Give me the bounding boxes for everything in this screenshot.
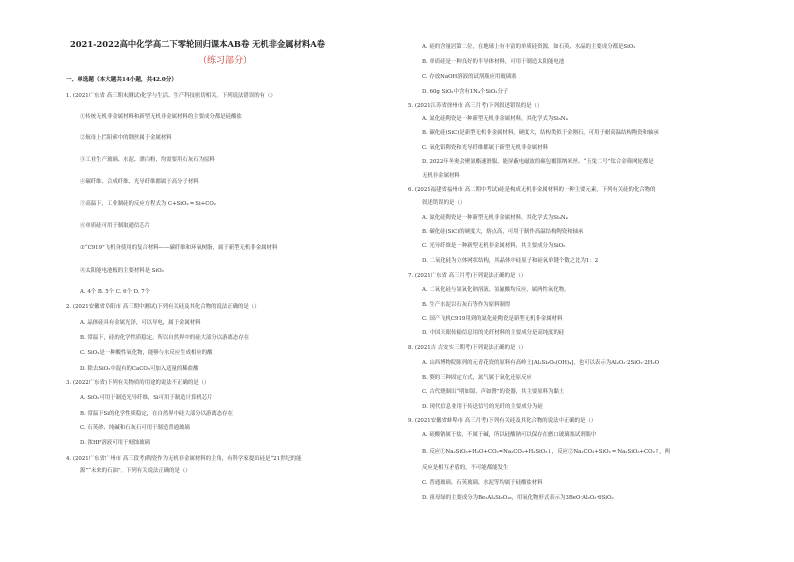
right-text-line: B. 碳化硅(SiC)的硬度大，熔点高，可用于制作高温结构陶瓷和轴承 xyxy=(422,229,584,235)
left-text-line: ⑦“C919”飞机身使用的复合材料——碳纤维和环氧树脂，属于新型无机非金属材料 xyxy=(80,245,278,251)
left-text-line: 4. (2021广东省广州市 高三段考)陶瓷作为无机非金属材料的主角，有科学家提出硅是“21世纪的能 xyxy=(66,456,302,462)
left-text-line: ⑤高温下，工业制硅的反应方程式为 C+SiO₂ ═ Si+CO₂ xyxy=(80,201,216,207)
right-text-line: B. 碳化硅(SiC)是新型无机非金属材料，硬度大，结构类似于金刚石，可用于耐高温结构陶瓷和轴承 xyxy=(422,130,659,136)
right-text-line: A. 二氧化硅与氢氧化钠溶液、氢氟酸均反应，属两性氧化物。 xyxy=(422,287,570,293)
left-text-line: ⑥单质硅可用于制取通信芯片 xyxy=(80,223,151,229)
right-text-line: A. 硅的含量居第二位，在地球上有丰富的单质硅资源，如石英、水晶的主要成分都是SiO₂ xyxy=(422,44,636,50)
left-text-line: A. 4个 B. 5个 C. 6个 D. 7个 xyxy=(80,289,151,295)
right-text-line: 叙述错误的是（） xyxy=(422,200,466,206)
right-text-line: C. 普通玻璃、石英玻璃、水泥等均属于硅酸盐材料 xyxy=(422,480,543,486)
right-text-line: C. 国产飞机C919用到的氮化硅陶瓷是新型无机非金属材料 xyxy=(422,316,563,322)
left-text-line: ③工业生产玻璃、水泥、漂白粉，均需要用石灰石为原料 xyxy=(80,157,215,163)
right-text-line: 8. (2021吉 吉安实三期考)下列说法正确的是（） xyxy=(408,345,527,351)
left-text-line: D. 浓HF溶液可用于刻蚀玻璃 xyxy=(80,440,150,446)
left-text-line: ④碳纤维、合成纤维、光导纤维都属于高分子材料 xyxy=(80,179,199,185)
left-text-line: A. 晶体硅具有金属光泽，可以导电，属于金属材料 xyxy=(80,320,201,326)
right-text-line: B. 獒的三种固定方式，氮气属于氧化还原反应 xyxy=(422,375,532,381)
right-text-line: 反应是相互矛盾的，不可能都能发生 xyxy=(422,465,509,471)
left-text-line: 3. (2022广东省)下列有关物质的用途的说法不正确的是（） xyxy=(66,380,210,386)
right-text-line: 6. (2021福建省福州市 高二期中考试)硅是构成无机非金属材料的一种主要元素，下列有关硅的化合物的 xyxy=(408,187,656,193)
right-text-line: A. 氮化硅陶瓷是一种新型无机非金属材料，其化学式为Si₃N₄ xyxy=(422,116,568,122)
document-subtitle: （练习部分） xyxy=(198,56,253,66)
right-text-line: B. 生产水泥以石灰石等作为原料制得 xyxy=(422,302,511,308)
right-text-line: D. 60g SiO₂中含有1N₄个SiO₂分子 xyxy=(422,89,509,95)
left-text-line: ①传统无机非金属材料和新型无机非金属材料的主要成分都是硅酸盐 xyxy=(80,114,242,120)
left-text-line: B. 常温下，硅的化学性质稳定，所以自然界中的硅大部分以游离态存在 xyxy=(80,335,250,341)
left-text-line: ②航母上拦阻索中的钢丝属于金属材料 xyxy=(80,135,172,141)
right-text-line: D. 现代信息业用于传送信号的光纤的主要成分为硅 xyxy=(422,404,543,410)
right-text-line: C. 氧化铝陶瓷和光导纤维都属于新型无机非金属材料 xyxy=(422,145,548,151)
right-text-line: 5. (2021江苏省徐州市 高三月考)下列叙述错误的是（） xyxy=(408,103,543,109)
left-text-line: 1. (2021广东省 高三期末测试)化学与生活、生产科技密切相关。下列说法错误的有（） xyxy=(66,93,276,99)
right-text-line: 7. (2021广东省 高三月考)下列说法正确的是（） xyxy=(408,273,527,279)
right-text-line: A. 氮化硅陶瓷是一种新型无机非金属材料，其化学式为Si₃N₄ xyxy=(422,215,568,221)
left-text-line: 源”“未来的石油”。下列有关说法正确的是（） xyxy=(80,468,191,474)
left-text-line: C. SiO₂是一种酸性氧化物，能够与水反应生成相应的酸 xyxy=(80,350,213,356)
right-text-line: C. 古代烧制出“明如镜、声如磬”的瓷器，其主要原料为黏土 xyxy=(422,389,565,395)
document-title: 2021-2022高中化学高二下零轮回归课本AB卷 无机非金属材料A卷 xyxy=(70,39,325,49)
left-text-line: 2. (2021安徽省阜阳市 高三期中测试)下列有关硅及其化合物的说法正确的是（） xyxy=(66,304,260,310)
right-text-line: B. 单质硅是一种良好的半导体材料，可用于制造太阳能电池 xyxy=(422,59,565,65)
section-heading: 一、单选题（本大题共14小题，共42.0分） xyxy=(66,77,177,83)
left-text-line: A. SiO₂可用于制造光导纤维，Si可用于制造计算机芯片 xyxy=(80,395,213,401)
left-text-line: C. 石英砂、纯碱和石灰石可用于制造普通玻璃 xyxy=(80,425,190,431)
right-text-line: D. 中国天眼传输信息用的光纤材料的主要成分是高纯度的硅 xyxy=(422,330,565,336)
right-text-line: D. 2022年冬奥会聚氨酯速滑服、能屏蔽电磁波的碳包覆银纳米丝、“玉兔二号”钛合金筛网轮都是 xyxy=(422,159,654,165)
right-text-line: B. 反应①Na₂SiO₃+H₂O+CO₂=Na₂CO₃+H₂SiO₃↓，反应②Na₂CO₃+SiO₂ ═ Na₂SiO₃+CO₂↑，两 xyxy=(422,449,671,455)
right-text-line: C. 光导纤维是一种新型无机非金属材料，其主要成分为SiO₂ xyxy=(422,243,566,249)
right-text-line: 无机非金属材料 xyxy=(422,173,460,179)
left-text-line: ⑧太阳能电池板的主要材料是 SiO₂ xyxy=(80,268,164,274)
right-text-line: 9. (2021安徽省蚌埠市 高三月考)下列有关硅及其化合物的说法中正确的是（） xyxy=(408,418,597,424)
left-text-line: D. 除去SiO₂中混有的CaCO₃可加入适量的稀盐酸 xyxy=(80,366,199,372)
right-text-line: D. 祖母绿的主要成分为Be₃Al₂Si₆O₁₈，用氧化物形式表示为3BeO·Al₂O₃·6SiO₂ xyxy=(422,495,614,501)
right-text-line: D. 二氧化硅为立体网状结构，其晶体中硅原子和硅氧单键个数之比为1：2 xyxy=(422,258,599,264)
left-text-line: B. 常温下Si的化学性质稳定，在自然界中硅大部分以游离态存在 xyxy=(80,411,233,417)
right-text-line: A. 硅酸钠属于盐，不属于碱，所以硅酸钠可以保存在磨口玻璃塞试剂瓶中 xyxy=(422,432,597,438)
right-text-line: C. 存放NaOH溶液的试剂瓶应用玻璃塞 xyxy=(422,74,517,80)
right-text-line: A. 山西博物院陈列的元青花瓷的原料有高岭土[Al₂Si₂O₅(OH)₄]，也可以表示为Al₂O₃·2SiO₂·2H₂O xyxy=(422,360,660,366)
